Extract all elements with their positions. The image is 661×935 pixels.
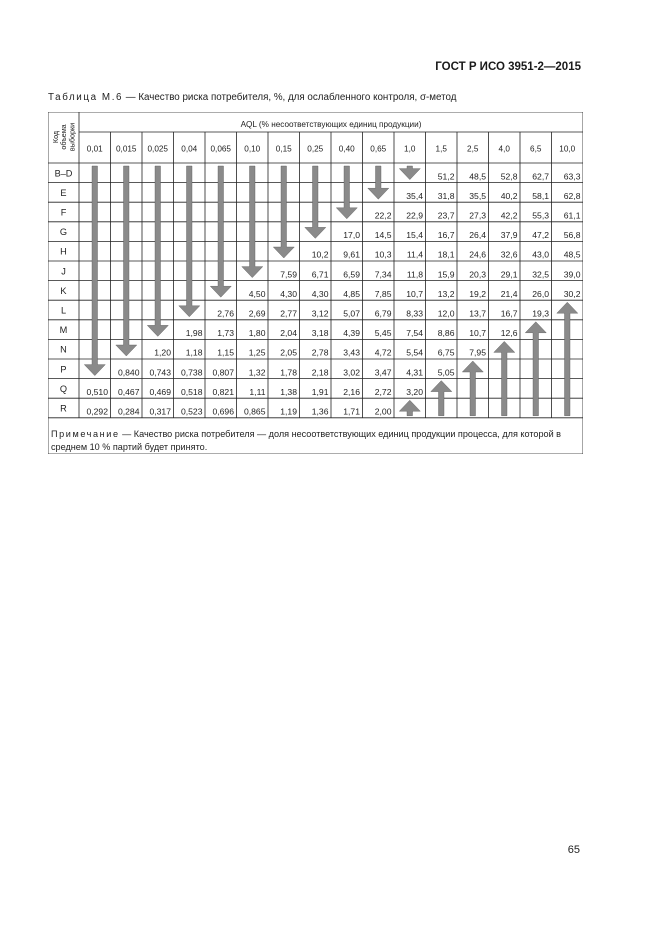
table-cell: 42,2 — [500, 210, 518, 221]
arrow-shape — [399, 400, 420, 416]
table-cell: 29,1 — [500, 269, 518, 280]
table-cell: 3,12 — [311, 308, 329, 319]
column-header: 0,01 — [86, 144, 103, 154]
table-cell: 8,86 — [437, 328, 455, 339]
arrow-shape — [273, 166, 294, 258]
table-cell: 61,1 — [563, 210, 581, 221]
aql-header: AQL (% несоответствующих единиц продукции) — [240, 120, 422, 129]
page-number: 65 — [567, 844, 580, 856]
table-grid — [48, 112, 583, 454]
table-cell: 26,4 — [469, 230, 486, 241]
table-cell: 2,04 — [280, 328, 297, 339]
row-code: E — [60, 187, 67, 198]
table-cell: 2,78 — [311, 347, 329, 358]
row-code: M — [59, 325, 68, 336]
down-arrow-icon — [336, 166, 357, 219]
table-cell: 1,71 — [343, 406, 360, 417]
table-caption-label: Таблица М.6 — [48, 92, 124, 103]
row-code: F — [60, 207, 67, 218]
table-cell: 4,31 — [406, 367, 423, 378]
column-header: 1,0 — [404, 144, 416, 154]
table-cell: 39,0 — [563, 269, 581, 280]
row-code: G — [59, 227, 68, 238]
row-code: J — [61, 266, 66, 277]
table-cell: 0,469 — [149, 386, 171, 397]
table-cell: 37,9 — [500, 230, 518, 241]
table-cell: 30,2 — [563, 288, 581, 299]
table-cell: 23,7 — [437, 210, 455, 221]
column-header: 10,0 — [559, 144, 576, 154]
table-cell: 47,2 — [532, 230, 549, 241]
table-cell: 0,738 — [180, 367, 203, 378]
table-cell: 15,9 — [437, 269, 455, 280]
down-arrow-icon — [273, 166, 294, 258]
table-cell: 20,3 — [469, 269, 486, 280]
column-header: 0,25 — [307, 144, 324, 154]
table-cell: 3,43 — [343, 347, 360, 358]
row-header-line: Код — [51, 130, 60, 144]
table-cell: 0,467 — [117, 386, 140, 397]
table-cell: 3,02 — [343, 367, 360, 378]
table-cell: 55,3 — [532, 210, 549, 221]
row-code: L — [60, 305, 67, 316]
column-header: 0,065 — [210, 144, 231, 154]
table-cell: 62,7 — [532, 171, 549, 182]
column-header: 0,65 — [370, 144, 387, 154]
table-cell: 8,33 — [406, 308, 423, 319]
table-cell: 35,4 — [406, 190, 423, 201]
table-cell: 2,77 — [280, 308, 297, 319]
table-cell: 2,00 — [374, 406, 392, 417]
table-cell: 4,72 — [374, 347, 392, 358]
table-cell: 10,7 — [469, 328, 486, 339]
table-cell: 1,73 — [217, 328, 234, 339]
table-cell: 5,05 — [437, 367, 455, 378]
table-cell: 1,25 — [248, 347, 266, 358]
table-cell: 0,743 — [149, 367, 171, 378]
arrow-shape — [147, 166, 168, 336]
table-cell: 16,7 — [437, 230, 455, 241]
table-cell: 0,510 — [86, 386, 108, 397]
row-code: Q — [59, 383, 68, 394]
table-cell: 10,3 — [374, 249, 392, 260]
row-code: P — [60, 364, 67, 375]
table-cell: 13,7 — [469, 308, 486, 319]
column-header: 0,015 — [116, 144, 137, 154]
table-cell: 22,2 — [374, 210, 392, 221]
table-cell: 11,8 — [406, 269, 423, 280]
table-cell: 1,19 — [280, 406, 297, 417]
table-cell: 0,523 — [180, 406, 203, 417]
row-code: B–D — [54, 168, 73, 179]
document-header: ГОСТ Р ИСО 3951-2—2015 — [435, 61, 581, 73]
table-cell: 51,2 — [437, 171, 455, 182]
table-cell: 5,07 — [343, 308, 360, 319]
row-code: H — [60, 246, 67, 257]
table-caption — [48, 92, 456, 103]
table-cell: 62,8 — [563, 190, 581, 201]
table-cell: 31,8 — [437, 190, 455, 201]
table-cell: 1,15 — [217, 347, 234, 358]
table-cell: 26,0 — [532, 288, 549, 299]
row-header-line: выборки — [67, 122, 77, 152]
down-arrow-icon — [147, 166, 168, 336]
arrow-shape — [399, 166, 420, 180]
column-header: 6,5 — [530, 144, 542, 154]
arrow-shape — [525, 322, 546, 416]
table-cell: 58,1 — [532, 190, 549, 201]
row-code: N — [60, 344, 67, 355]
table-cell: 4,85 — [343, 288, 360, 299]
consumer-risk-table — [48, 112, 583, 454]
table-cell: 6,79 — [374, 308, 392, 319]
column-header: 0,025 — [147, 144, 168, 154]
table-cell: 5,54 — [406, 347, 423, 358]
table-note-label: Примечание — [51, 429, 120, 439]
table-cell: 19,2 — [469, 288, 486, 299]
table-cell: 12,0 — [437, 308, 455, 319]
table-cell: 1,32 — [248, 367, 266, 378]
table-cell: 35,5 — [469, 190, 486, 201]
table-cell: 32,5 — [532, 269, 549, 280]
table-cell: 7,59 — [280, 269, 297, 280]
table-cell: 0,865 — [243, 406, 266, 417]
table-cell: 0,840 — [117, 367, 140, 378]
table-cell: 15,4 — [406, 230, 423, 241]
arrow-shape — [84, 166, 105, 376]
table-cell: 18,1 — [437, 249, 455, 260]
up-arrow-icon — [525, 322, 546, 416]
table-cell: 2,72 — [374, 386, 392, 397]
arrow-shape — [336, 166, 357, 219]
column-header: 0,10 — [244, 144, 261, 154]
table-cell: 9,61 — [343, 249, 360, 260]
table-cell: 1,36 — [311, 406, 329, 417]
table-cell: 0,821 — [212, 386, 234, 397]
table-cell: 3,47 — [374, 367, 392, 378]
table-cell: 6,71 — [311, 269, 329, 280]
table-cell: 48,5 — [469, 171, 486, 182]
table-cell: 2,16 — [343, 386, 360, 397]
table-cell: 7,54 — [406, 328, 423, 339]
table-cell: 32,6 — [500, 249, 518, 260]
table-cell: 1,98 — [185, 328, 203, 339]
table-cell: 4,39 — [343, 328, 360, 339]
table-cell: 1,38 — [280, 386, 297, 397]
table-cell: 48,5 — [563, 249, 581, 260]
table-cell: 10,7 — [406, 288, 423, 299]
column-header: 2,5 — [467, 144, 479, 154]
arrow-shape — [210, 166, 231, 297]
table-cell: 63,3 — [563, 171, 581, 182]
table-cell: 2,69 — [248, 308, 266, 319]
table-cell: 2,76 — [217, 308, 234, 319]
table-note-text: — Качество риска потребителя — доля несоответствующих единиц продукции процесса, для которой в среднем 10 % партий будет принято. — [51, 429, 562, 452]
column-header: 0,04 — [181, 144, 198, 154]
up-arrow-icon — [462, 361, 483, 416]
table-cell: 1,18 — [185, 347, 203, 358]
table-cell: 6,59 — [343, 269, 360, 280]
table-cell: 1,91 — [311, 386, 329, 397]
table-cell: 0,518 — [180, 386, 203, 397]
table-cell: 43,0 — [532, 249, 549, 260]
table-caption-title: — Качество риска потребителя, %, для ослабленного контроля, σ-метод — [123, 92, 457, 103]
table-cell: 6,75 — [437, 347, 455, 358]
table-note — [51, 428, 579, 454]
column-header: 4,0 — [498, 144, 510, 154]
table-cell: 27,3 — [469, 210, 486, 221]
column-header: 0,15 — [275, 144, 292, 154]
table-cell: 7,95 — [469, 347, 486, 358]
up-arrow-icon — [399, 400, 420, 416]
table-cell: 24,6 — [469, 249, 486, 260]
table-cell: 19,3 — [532, 308, 549, 319]
table-cell: 56,8 — [563, 230, 581, 241]
table-cell: 5,45 — [374, 328, 392, 339]
table-cell: 1,80 — [248, 328, 266, 339]
table-cell: 16,7 — [500, 308, 518, 319]
table-cell: 2,18 — [311, 367, 329, 378]
table-cell: 11,4 — [406, 249, 423, 260]
table-cell: 4,30 — [280, 288, 297, 299]
table-cell: 1,11 — [249, 386, 266, 397]
row-header-line: объема — [59, 124, 69, 150]
table-cell: 40,2 — [500, 190, 518, 201]
column-header: 1,5 — [435, 144, 447, 154]
row-code: K — [60, 285, 67, 296]
down-arrow-icon — [84, 166, 105, 376]
table-cell: 2,05 — [280, 347, 297, 358]
table-cell: 12,6 — [500, 328, 518, 339]
table-cell: 4,50 — [248, 288, 266, 299]
arrow-shape — [462, 361, 483, 416]
table-cell: 0,284 — [117, 406, 140, 417]
down-arrow-icon — [399, 166, 420, 180]
table-cell: 52,8 — [500, 171, 518, 182]
table-cell: 10,2 — [311, 249, 329, 260]
table-cell: 4,30 — [311, 288, 329, 299]
table-cell: 7,85 — [374, 288, 392, 299]
row-code: R — [60, 403, 67, 414]
table-cell: 22,9 — [406, 210, 423, 221]
table-cell: 0,317 — [149, 406, 171, 417]
column-header: 0,40 — [338, 144, 355, 154]
table-cell: 3,20 — [406, 386, 423, 397]
table-cell: 13,2 — [437, 288, 455, 299]
table-cell: 14,5 — [374, 230, 392, 241]
table-cell: 3,18 — [311, 328, 329, 339]
table-cell: 0,292 — [86, 406, 108, 417]
table-cell: 17,0 — [343, 230, 360, 241]
table-cell: 1,20 — [154, 347, 171, 358]
table-cell: 0,696 — [212, 406, 234, 417]
table-cell: 0,807 — [212, 367, 234, 378]
table-cell: 7,34 — [374, 269, 392, 280]
down-arrow-icon — [210, 166, 231, 297]
table-cell: 21,4 — [500, 288, 518, 299]
table-cell: 1,78 — [280, 367, 297, 378]
